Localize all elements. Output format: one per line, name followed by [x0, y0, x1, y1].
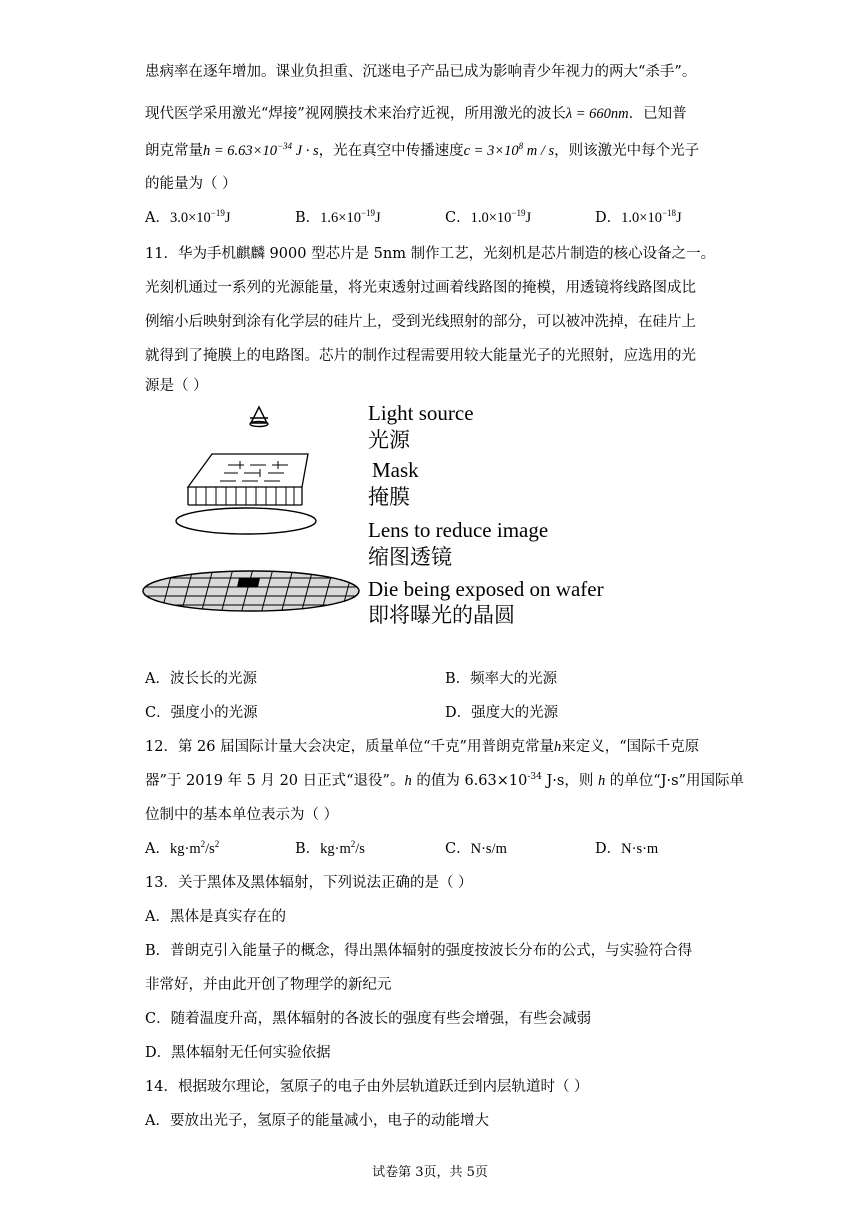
q11-line-4: 就得到了掩膜上的电路图。芯片的制作过程需要用较大能量光子的光照射，应选用的光	[145, 348, 696, 364]
label-mask-en: Mask	[372, 458, 419, 482]
lens-icon	[176, 508, 316, 534]
lithography-diagram	[140, 395, 660, 645]
label-lens-zh: 缩图透镜	[368, 545, 452, 569]
q14-option-a[interactable]: A．要放出光子，氢原子的能量减小，电子的动能增大	[145, 1113, 489, 1129]
q13-option-d[interactable]: D．黑体辐射无任何实验依据	[145, 1045, 331, 1061]
planck-constant: $h = 6.63\times 10^{-34}$ J · s	[203, 141, 319, 159]
q13-option-b-line-1[interactable]: B．普朗克引入能量子的概念，得出黑体辐射的强度按波长分布的公式，与实验符合得	[145, 943, 693, 959]
q12-option-b[interactable]: B．$kg\cdot m^2/s$	[295, 839, 365, 857]
q10-option-d[interactable]: D．$1.0\times 10^{-18}J$	[595, 208, 682, 226]
q14-stem: 14．根据玻尔理论，氢原子的电子由外层轨道跃迁到内层轨道时（ ）	[145, 1079, 589, 1095]
q11-line-1: 11．华为手机麒麟 9000 型芯片是 5nm 制作工艺，光刻机是芯片制造的核心设备之一。	[145, 246, 716, 262]
q12-line-3: 位制中的基本单位表示为（ ）	[145, 807, 339, 823]
wafer-icon	[140, 565, 370, 625]
light-speed: $c = 3\times 10^8$ m / s	[463, 141, 555, 159]
q12-option-a[interactable]: A．$kg\cdot m^2/s^2$	[145, 839, 220, 857]
q10-line-1: 患病率在逐年增加。课业负担重、沉迷电子产品已成为影响青少年视力的两大“杀手”。	[145, 64, 697, 80]
label-mask-zh: 掩膜	[368, 485, 410, 509]
q13-option-b-line-2[interactable]: 非常好，并由此开创了物理学的新纪元	[145, 977, 392, 993]
mask-icon	[188, 454, 308, 505]
label-die-en: Die being exposed on wafer	[368, 577, 604, 601]
q11-option-c[interactable]: C．强度小的光源	[145, 705, 258, 721]
q12-line-2: 器”于 2019 年 5 月 20 日正式“退役”。h 的值为 $6.63\times 10^{-34}$ J·s，则 h 的单位“J·s”用国际单	[145, 772, 744, 789]
q13-stem: 13．关于黑体及黑体辐射，下列说法正确的是（ ）	[145, 875, 473, 891]
label-die-zh: 即将曝光的晶圆	[368, 603, 515, 627]
lithography-drawing	[140, 395, 370, 645]
q12-line-1: 12．第 26 届国际计量大会决定，质量单位“千克”用普朗克常量h来定义，“国际千克原	[145, 739, 700, 755]
q10-option-a[interactable]: A．$3.0\times 10^{-19}J$	[145, 208, 231, 226]
q10-option-b[interactable]: B．$1.6\times 10^{-19}J$	[295, 208, 381, 226]
q10-line-4: 的能量为（ ）	[145, 176, 237, 192]
q11-option-a[interactable]: A．波长长的光源	[145, 671, 257, 687]
label-lens-en: Lens to reduce image	[368, 518, 549, 542]
wavelength-value: λ = 660nm	[565, 106, 629, 122]
q12-option-d[interactable]: D．N·s·m	[595, 841, 659, 857]
q11-line-3: 例缩小后映射到涂有化学层的硅片上，受到光线照射的部分，可以被冲洗掉，在硅片上	[145, 314, 696, 330]
q13-option-a[interactable]: A．黑体是真实存在的	[145, 909, 286, 925]
q10-option-c[interactable]: C．$1.0\times 10^{-19}J$	[445, 208, 532, 226]
q11-line-2: 光刻机通过一系列的光源能量，将光束透射过画着线路图的掩模，用透镜将线路图成比	[145, 280, 696, 296]
light-source-icon	[250, 407, 268, 427]
q11-option-b[interactable]: B．频率大的光源	[445, 671, 558, 687]
q10-line-2: 现代医学采用激光“焊接”视网膜技术来治疗近视，所用激光的波长λ = 660nm．已知普	[145, 106, 687, 122]
label-light-source-zh: 光源	[368, 428, 410, 452]
q11-option-d[interactable]: D．强度大的光源	[445, 705, 559, 721]
q10-line-3: 朗克常量$h = 6.63\times 10^{-34}$ J · s，光在真空中传播速度$c = 3\times 10^8$ m / s，则该激光中每个光子	[145, 141, 700, 159]
exposed-die	[237, 578, 260, 587]
q11-line-5: 源是（ ）	[145, 378, 208, 394]
q12-option-c[interactable]: C．N·s/m	[445, 841, 507, 857]
q13-option-c[interactable]: C．随着温度升高，黑体辐射的各波长的强度有些会增强，有些会减弱	[145, 1011, 592, 1027]
page-footer: 试卷第 3页，共 5页	[372, 1165, 488, 1180]
label-light-source-en: Light source	[368, 401, 474, 425]
